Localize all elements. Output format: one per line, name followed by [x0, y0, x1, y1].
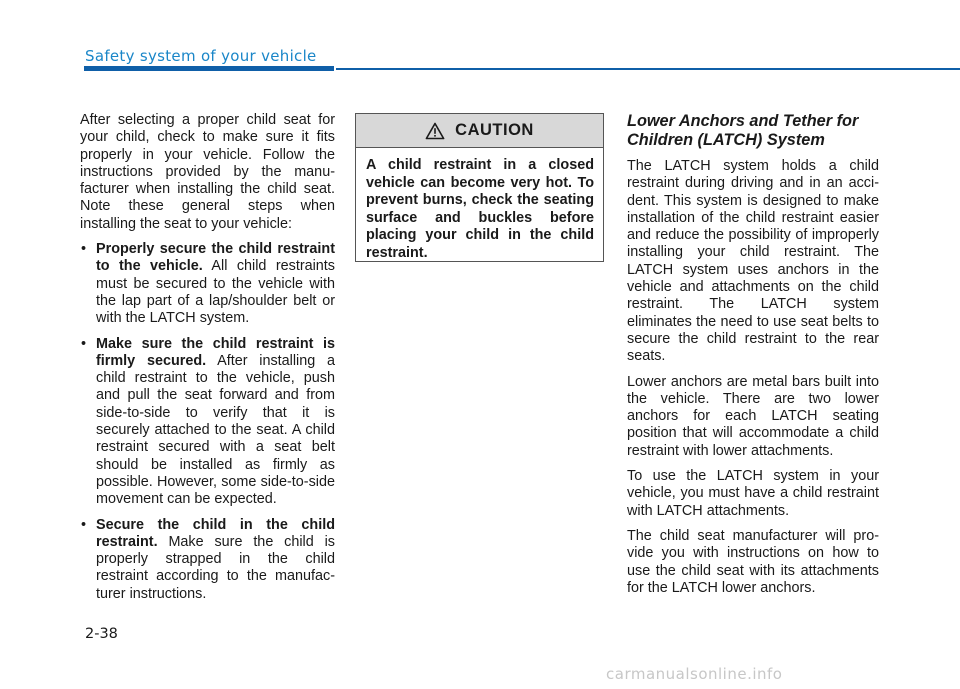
warning-triangle-icon [425, 122, 445, 140]
bullet-lead: Properly secure the child restraint to the vehicle. [96, 241, 335, 275]
body-paragraph: The child seat manufacturer will provide you with instructions on how to use the child seat with its attachments for the LATCH lower anchors. [627, 527, 879, 596]
header-rule-thin [336, 68, 960, 70]
section-title: Safety system of your vehicle [85, 47, 317, 65]
page-number: 2-38 [85, 626, 118, 642]
caution-header [356, 114, 603, 148]
bullet-item [80, 241, 335, 327]
bullet-list [80, 241, 335, 603]
caution-label: CAUTION [455, 121, 534, 139]
bullet-text: After installing a child restraint to the vehicle, push and pull the seat forward and from side-to-side to verify that it is securely attached to the seat. A child restraint secured with a seat belt should be installed as firmly as possible. However, some side-to-side movement can be expected. [96, 352, 335, 508]
caution-box [355, 113, 604, 262]
caution-text: A child restraint in a closed vehicle can become very hot. To prevent burns, check the seating surface and buckles before placing your child in the child restraint. [366, 157, 594, 261]
bullet-lead: Secure the child in the child restraint. [96, 516, 335, 550]
watermark: carmanualsonline.info [606, 665, 783, 683]
body-paragraph: The LATCH system holds a child restraint during driving and in an accident. This system is designed to make installation of the child restraint easier and reduce the possibility of improperly installing your child restraint. The LATCH system uses anchors in the vehicle and attachments on the child restraint. The LATCH system eliminates the need to use seat belts to secure the child restraint to the rear seats. [627, 158, 879, 365]
left-column [80, 112, 335, 611]
bullet-text: All child restraints must be secured to the vehicle with the lap part of a lap/shoulder belt or with the LATCH system. [96, 258, 336, 327]
section-heading: Lower Anchors and Tether for Children (LATCH) System [627, 112, 859, 149]
bullet-text: Make sure the child is properly strapped in the child restraint according to the manufacturer instructions. [96, 533, 335, 602]
intro-paragraph: After selecting a proper child seat for your child, check to make sure it fits properly in your vehicle. Follow the instructions provided by the manufacturer when installing the child seat. Note these general steps when installing the seat to your vehicle: [80, 112, 335, 232]
bullet-lead: Make sure the child restraint is firmly secured. [96, 335, 335, 369]
bullet-item [80, 336, 335, 509]
body-paragraph: Lower anchors are metal bars built into the vehicle. There are two lower anchors for each LATCH seating position that will accommodate a child restraint with lower attachments. [627, 373, 879, 459]
body-paragraph: To use the LATCH system in your vehicle, you must have a child restraint with LATCH attachments. [627, 468, 879, 519]
right-column [627, 112, 879, 605]
bullet-item [80, 517, 335, 603]
header-rule-thick [84, 66, 334, 71]
